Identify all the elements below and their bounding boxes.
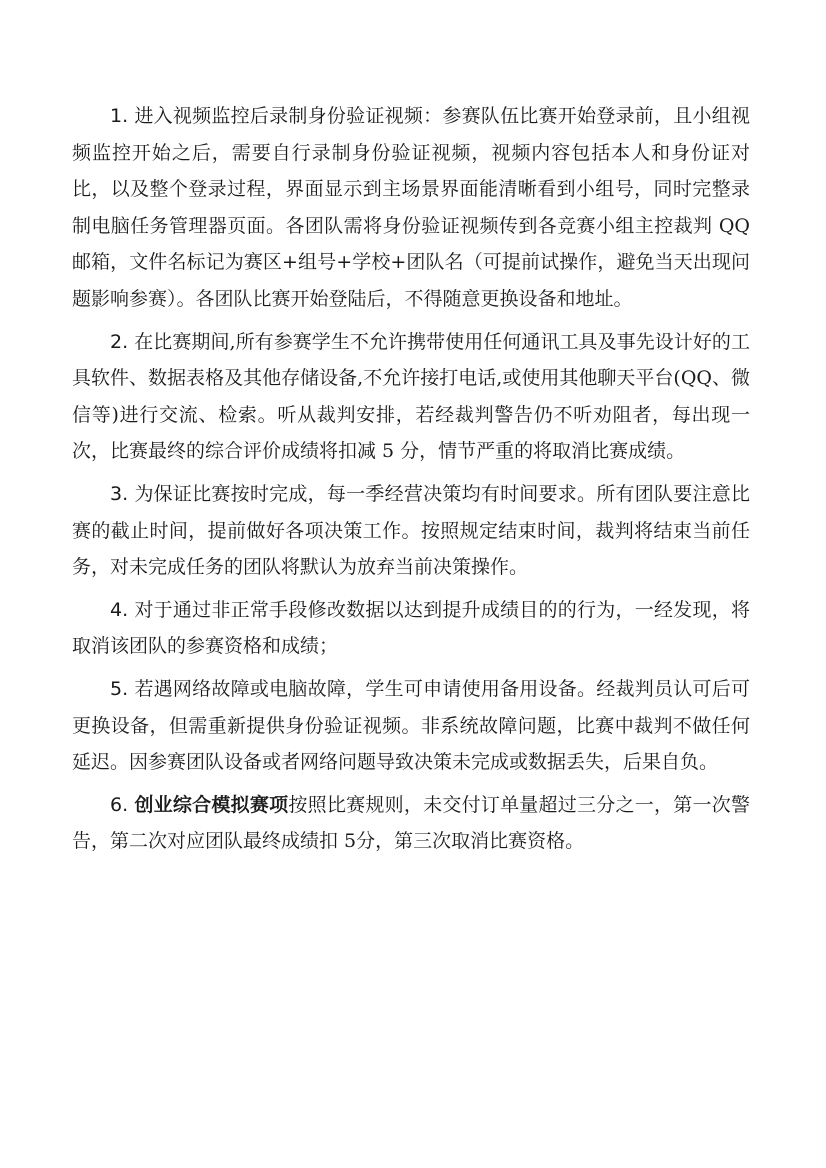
paragraph-number: 4. bbox=[110, 598, 129, 621]
paragraph-1 bbox=[72, 98, 750, 318]
paragraph-number: 5. bbox=[110, 677, 129, 700]
paragraph-4 bbox=[72, 592, 750, 665]
document-body bbox=[72, 98, 750, 866]
paragraph-3 bbox=[72, 476, 750, 586]
paragraph-text: 按照比赛规则，未交付订单量超过三分之一，第一次警告，第二次对应团队最终成绩扣 5分，第三次取消比赛资格。 bbox=[72, 793, 750, 853]
paragraph-number: 2. bbox=[110, 330, 129, 353]
paragraph-5 bbox=[72, 671, 750, 781]
paragraph-number: 3. bbox=[110, 482, 129, 505]
paragraph-text: 为保证比赛按时完成，每一季经营决策均有时间要求。所有团队要注意比赛的截止时间，提前做好各项决策工作。按照规定结束时间，裁判将结束当前任务，对未完成任务的团队将默认为放弃当前决策操作。 bbox=[72, 482, 750, 579]
paragraph-bold-term: 创业综合模拟赛项 bbox=[134, 793, 289, 816]
paragraph-text: 对于通过非正常手段修改数据以达到提升成绩目的的行为，一经发现，将取消该团队的参赛资格和成绩； bbox=[72, 598, 750, 658]
paragraph-number: 1. bbox=[110, 105, 129, 127]
paragraph-6 bbox=[72, 787, 750, 860]
paragraph-number: 6. bbox=[110, 793, 129, 816]
paragraph-2 bbox=[72, 324, 750, 470]
paragraph-text: 若遇网络故障或电脑故障，学生可申请使用备用设备。经裁判员认可后可更换设备，但需重新提供身份验证视频。非系统故障问题，比赛中裁判不做任何延迟。因参赛团队设备或者网络问题导致决策未完成或数据丢失，后果自负。 bbox=[72, 677, 750, 774]
paragraph-text: 在比赛期间,所有参赛学生不允许携带使用任何通讯工具及事先设计好的工具软件、数据表格及其他存储设备,不允许接打电话,或使用其他聊天平台(QQ、微信等)进行交流、检索。听从裁判安排，若经裁判警告仍不听劝阻者，每出现一次，比赛最终的综合评价成绩将扣减 5 分，情节严重的将取消比赛成绩。 bbox=[72, 330, 750, 463]
paragraph-text: 进入视频监控后录制身份验证视频：参赛队伍比赛开始登录前，且小组视频监控开始之后，需要自行录制身份验证视频，视频内容包括本人和身份证对比，以及整个登录过程，界面显示到主场景界面能清晰看到小组号，同时完整录制电脑任务管理器页面。各团队需将身份验证视频传到各竞赛小组主控裁判 QQ 邮箱，文件名标记为赛区+组号+学校+团队名（可提前试操作，避免当天出现问题影响参赛）。各团队比赛开始登陆后，不得随意更换设备和地址。 bbox=[72, 105, 750, 310]
